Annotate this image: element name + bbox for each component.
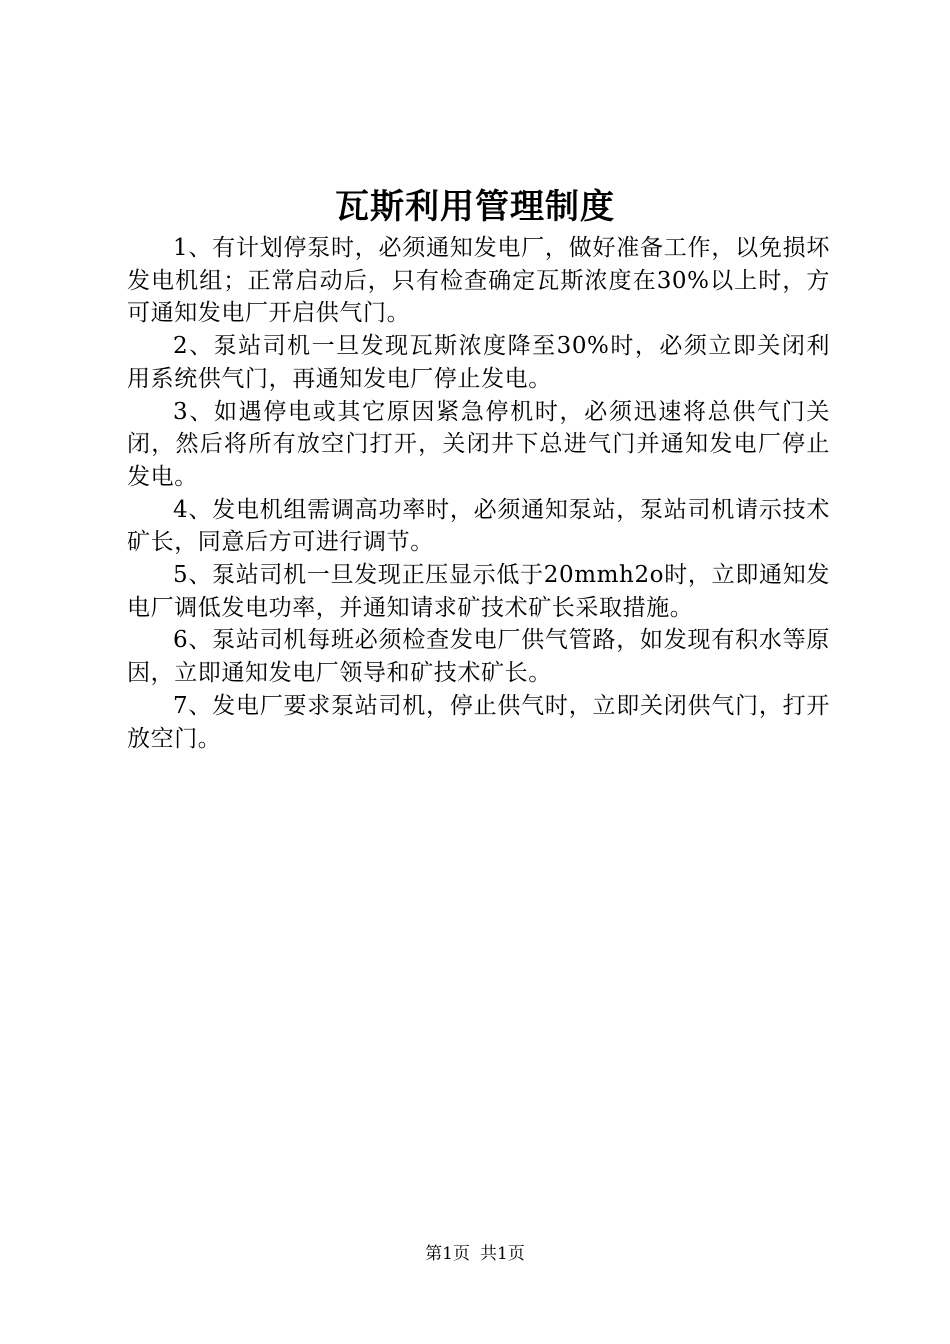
document-title: 瓦斯利用管理制度 [335,187,615,227]
page-number: 第1页 [425,1244,470,1264]
rule-paragraph-4: 4、发电机组需调高功率时，必须通知泵站，泵站司机请示技术矿长，同意后方可进行调节。 [127,496,830,556]
rule-paragraph-6: 6、泵站司机每班必须检查发电厂供气管路，如发现有积水等原因，立即通知发电厂领导和矿技术矿长。 [127,627,830,687]
rule-paragraph-7: 7、发电厂要求泵站司机，停止供气时，立即关闭供气门，打开放空门。 [127,692,830,752]
page-footer [0,1242,950,1266]
rule-paragraph-1: 1、有计划停泵时，必须通知发电厂，做好准备工作，以免损坏发电机组；正常启动后，只有检查确定瓦斯浓度在30%以上时，方可通知发电厂开启供气门。 [127,235,830,327]
rule-paragraph-2: 2、泵站司机一旦发现瓦斯浓度降至30%时，必须立即关闭利用系统供气门，再通知发电厂停止发电。 [127,333,830,392]
document-body [127,232,830,755]
rule-paragraph-3: 3、如遇停电或其它原因紧急停机时，必须迅速将总供气门关闭，然后将所有放空门打开，关闭井下总进气门并通知发电厂停止发电。 [127,398,830,490]
page-total: 共1页 [480,1244,525,1264]
rule-paragraph-5: 5、泵站司机一旦发现正压显示低于20mmh2o时，立即通知发电厂调低发电功率，并通知请求矿技术矿长采取措施。 [127,562,830,621]
